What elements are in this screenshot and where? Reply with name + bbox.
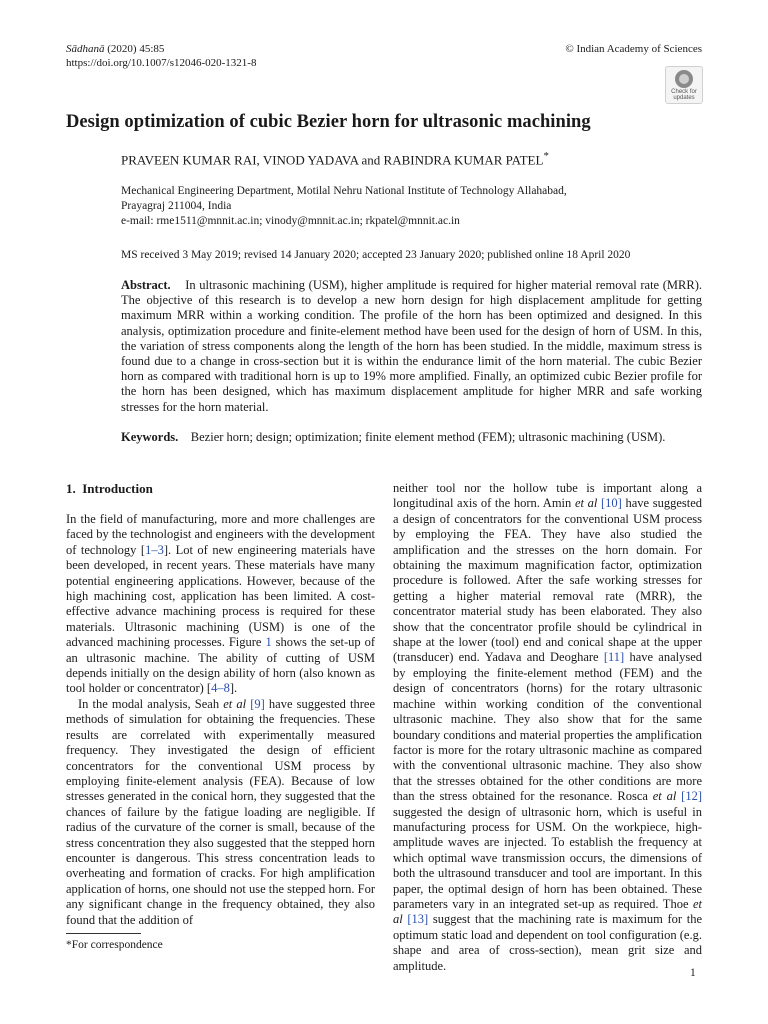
right-column <box>393 481 702 974</box>
abstract <box>121 278 702 415</box>
footnote-divider <box>66 933 141 934</box>
ref-link-10[interactable]: [10] <box>600 496 622 511</box>
section-heading-introduction: 1. Introduction <box>66 481 153 496</box>
keywords-label: Keywords. <box>121 430 179 444</box>
author-names: PRAVEEN KUMAR RAI, VINOD YADAVA and RABINDRA KUMAR PATEL <box>121 152 544 168</box>
publisher: © Indian Academy of Sciences <box>565 43 702 55</box>
page-number: 1 <box>690 967 696 979</box>
doi-link[interactable]: https://doi.org/10.1007/s12046-020-1321-8 <box>66 57 257 69</box>
keywords-text: Bezier horn; design; optimization; finite element method (FEM); ultrasonic machining (USM). <box>190 430 666 444</box>
ref-link-4-8[interactable]: 4–8 <box>211 681 230 696</box>
affiliation-line-1: Mechanical Engineering Department, Motilal Nehru National Institute of Technology Allahabad, <box>121 185 567 197</box>
correspondence-mark: * <box>543 150 549 162</box>
ref-link-11[interactable]: [11] <box>603 650 625 665</box>
author-emails: e-mail: rme1511@mnnit.ac.in; vinody@mnnit.ac.in; rkpatel@mnnit.ac.in <box>121 215 460 227</box>
journal-name: Sādhanā <box>66 43 105 55</box>
check-for-updates-badge[interactable] <box>665 66 703 104</box>
paragraph-1: In the field of manufacturing, more and more challenges are faced by the technologist and engineers with the development of technology [1–3]. Lot of new engineering materials have been developed, in recent years. These materials have many potential engineering applications. However, because of the high machining cost, application has been limited. A cost-effective advance machining process is required for these materials. Ultrasonic machining (USM) is one of the advanced machining processes. Figure 1 shows the set-up of an ultrasonic machine. The ability of cutting of USM depends initially on the design ability of horn (also known as tool holder or concentrator) [4–8]. <box>66 512 375 696</box>
journal-citation <box>66 42 164 56</box>
check-updates-label: Check for updates <box>671 89 697 101</box>
ref-link-13[interactable]: [13] <box>407 912 429 927</box>
check-updates-icon <box>675 70 693 88</box>
figure-1-link[interactable]: 1 <box>265 635 272 650</box>
manuscript-dates: MS received 3 May 2019; revised 14 January 2020; accepted 23 January 2020; published online 18 April 2020 <box>121 249 631 261</box>
abstract-text: In ultrasonic machining (USM), higher amplitude is required for higher material removal rate (MRR). The objective of this research is to develop a new horn design for high displacement amplitude for getting maximum MRR within a working condition. The profile of the horn has been optimized and designed. In this analysis, optimization procedure and finite-element method have been used for the design of horn of USM. In this, the variation of stress components along the length of the horn has been studied. In the middle, maximum stress is found due to a change in cross-section but it is within the endurance limit of the horn material. The cubic Bezier horn as compared with traditional horn is up to 19% more amplified. Finally, an optimized cubic Bezier profile for the horn has been designed, which has maximum displacement amplitude for higher MRR and safe working stresses for the horn material. <box>121 278 702 414</box>
paper-title: Design optimization of cubic Bezier horn for ultrasonic machining <box>66 112 591 132</box>
ref-link-9[interactable]: [9] <box>250 696 265 711</box>
left-column <box>66 512 375 928</box>
ref-link-1-3[interactable]: 1–3 <box>145 542 164 557</box>
ref-link-12[interactable]: [12] <box>681 789 702 804</box>
authors <box>121 150 549 168</box>
affiliation-line-2: Prayagraj 211004, India <box>121 200 232 212</box>
keywords <box>121 430 711 445</box>
paragraph-3: neither tool nor the hollow tube is important along a longitudinal axis of the horn. Amin et al [10] have suggested a design of concentrators for the conventional USM process by employing the FEA. They have also studied the amplification and the stresses on the horn domain. For obtaining the maximum magnification factor, optimization procedure is followed. After the safe working stresses for getting a higher material removal rate (MRR), the concentrator material study has been elaborated. They also show that the concentrator profile should be cylindrical in shape at the lower (tool) end and conical shape at the upper (transducer) end. Yadava and Deoghare [11] have analysed by employing the finite-element method (FEM) and the design of concentrators (horns) for the rotary ultrasonic machine within working condition of the conventional ultrasonic machine. They also show that for the same boundary conditions and material properties the amplification factor is more for the rotary ultrasonic machine as compared with the conventional ultrasonic machine. They also show that the stresses obtained for the other conditions are more than the stress obtained for the resonance. Rosca et al [12] suggested the design of ultrasonic horn, which is useful in manufacturing process for USM. On the workpiece, high-amplitude waves are injected. To establish the frequency at which optimal wave transmission occurs, the dimensions of both the ultrasound transducer and tool are important. In this paper, the optimal design of horn has been obtained. These parameters vary in an integrated set-up as required. Thoe et al [13] suggest that the machining rate is maximum for the optimum static load and dependent on tool configuration (e.g. shape and area of cross-section), mean grit size and amplitude. <box>393 481 702 973</box>
abstract-label: Abstract. <box>121 278 171 292</box>
paragraph-2: In the modal analysis, Seah et al [9] have suggested three methods of simulation for obtaining the frequencies. These results are correlated with experimentally measured frequency. They investigated the design of efficient concentrators for the conventional USM process by employing finite-element analysis (FEA). Because of low stresses generated in the conical horn, they suggested that the chances of failure by the fatigue loading are negligible. If radius of the curvature of the corner is small, because of the stress concentration they also suggested that the stepped horn encounter is dangerous. This stress concentration leads to overheating and formation of cracks. For high amplification application of horns, one should not use the stepped horn. For any significant change in the frequency obtained, they also found that the addition of <box>66 696 376 927</box>
citation: (2020) 45:85 <box>107 43 165 55</box>
footnote: *For correspondence <box>66 939 163 951</box>
